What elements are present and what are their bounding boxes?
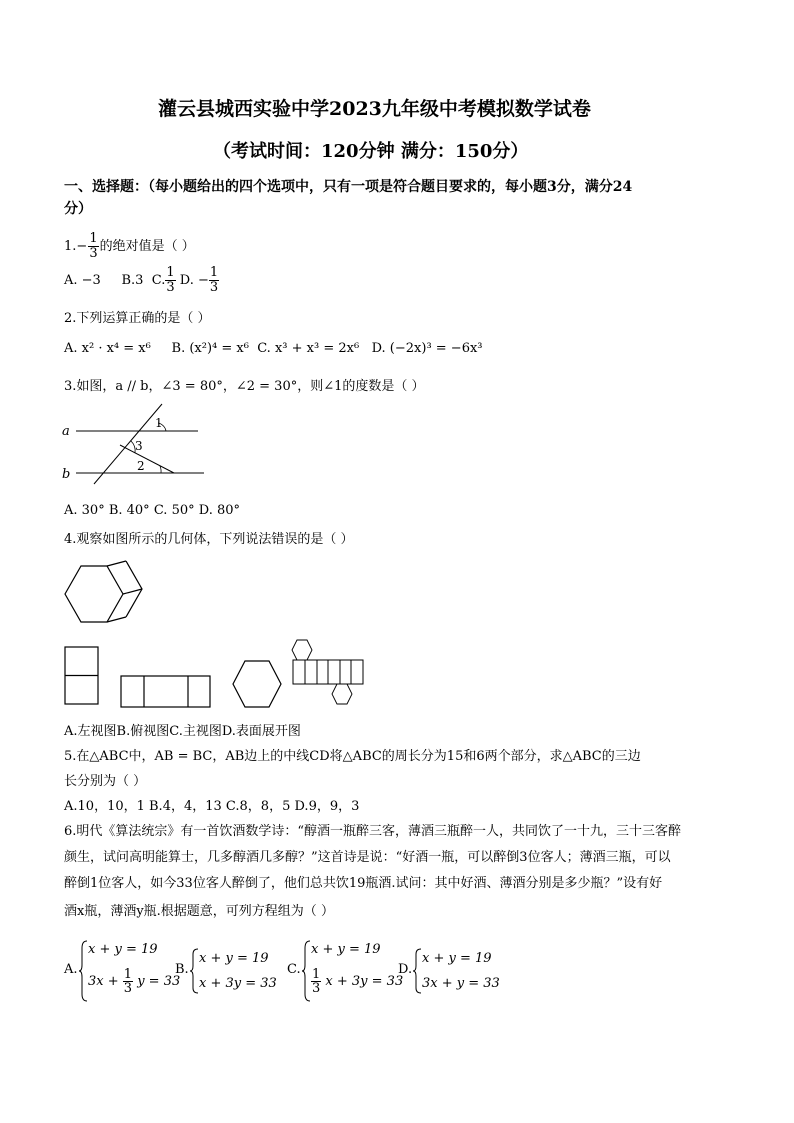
q6-option-a-eq1: x + y = 19 bbox=[88, 942, 158, 957]
q1-minus: − bbox=[76, 239, 88, 254]
question-1 bbox=[64, 232, 195, 261]
q6-option-c-eq2: $\frac{1}{3}$ x + 3y = 33 bbox=[312, 967, 404, 996]
question-3: 3.如图，a // b，∠3 = 80°，∠2 = 30°，则∠1的度数是（ ） bbox=[64, 379, 425, 394]
left-view-figure bbox=[64, 646, 100, 706]
q6-option-b-eq1: x + y = 19 bbox=[199, 951, 269, 966]
q2-option-c: C. x³ + x³ = 2x⁶ bbox=[257, 341, 360, 356]
q2-option-b: B. (x²)⁴ = x⁶ bbox=[171, 341, 249, 356]
label-a: a bbox=[62, 424, 70, 439]
transversal-line bbox=[94, 404, 162, 484]
q3-options: A. 30° B. 40° C. 50° D. 80° bbox=[64, 503, 241, 518]
q1-option-c: C. $\frac{1}{3}$ bbox=[151, 265, 175, 295]
hexagonal-prism-figure bbox=[64, 560, 146, 626]
section-heading-cont: 分） bbox=[64, 201, 92, 217]
question-5-cont: 长分别为（ ） bbox=[64, 774, 147, 789]
label-angle-3: 3 bbox=[135, 439, 143, 453]
q1-options bbox=[64, 266, 219, 295]
q4-options: A.左视图B.俯视图C.主视图D.表面展开图 bbox=[64, 724, 301, 739]
exam-subtitle: （考试时间：120分钟 满分：150分） bbox=[213, 141, 529, 162]
q1-number: 1. bbox=[64, 239, 77, 254]
question-5: 5.在△ABC中，AB = BC，AB边上的中线CD将△ABC的周长分为15和6两个部分，求△ABC的三边 bbox=[64, 749, 641, 764]
q5-options: A.10，10，1 B.4，4，13 C.8，8，5 D.9，9，3 bbox=[64, 799, 360, 814]
q1-option-b: B.3 bbox=[121, 273, 144, 288]
label-angle-2: 2 bbox=[137, 459, 145, 473]
parallel-lines-figure bbox=[62, 404, 212, 484]
q2-option-a: A. x² · x⁴ = x⁶ bbox=[64, 341, 151, 356]
section-heading: 一、选择题：（每小题给出的四个选项中，只有一项是符合题目要求的，每小题3分，满分24 bbox=[64, 179, 633, 195]
question-6-line4: 酒x瓶，薄酒y瓶.根据题意，可列方程组为（ ） bbox=[64, 904, 334, 919]
top-view-figure bbox=[120, 675, 212, 709]
q2-option-d: D. (−2x)³ = −6x³ bbox=[371, 341, 483, 356]
q1-fraction bbox=[88, 232, 98, 261]
question-4: 4.观察如图所示的几何体，下列说法错误的是（ ） bbox=[64, 532, 354, 547]
q1-option-d: D. − $\frac{1}{3}$ bbox=[179, 265, 219, 295]
q6-option-c-eq1: x + y = 19 bbox=[311, 942, 381, 957]
q6-option-d-eq2: 3x + y = 33 bbox=[422, 976, 500, 991]
q6-option-c-label: C. bbox=[287, 962, 301, 977]
q6-option-a-label: A. bbox=[64, 962, 78, 977]
question-2: 2.下列运算正确的是（ ） bbox=[64, 311, 211, 326]
q2-options bbox=[64, 341, 483, 356]
exam-title: 灌云县城西实验中学2023九年级中考模拟数学试卷 bbox=[158, 98, 591, 120]
slant-line bbox=[120, 445, 174, 473]
question-6-line3: 醉倒1位客人，如今33位客人醉倒了，他们总共饮19瓶酒.试问：其中好酒、薄酒分别是多少瓶？”设有好 bbox=[64, 876, 663, 891]
label-b: b bbox=[62, 467, 71, 482]
label-angle-1: 1 bbox=[155, 416, 163, 430]
q1-frac-num: 1 bbox=[89, 231, 98, 246]
surface-net-figure bbox=[292, 638, 366, 706]
q6-option-a-eq2: 3x + $\frac{1}{3}$ y = 33 bbox=[88, 967, 181, 996]
q1-option-a: A. −3 bbox=[64, 273, 101, 288]
question-6-line2: 颜生，试问高明能算士，几多醇酒几多醇？”这首诗是说：“好酒一瓶，可以醉倒3位客人；薄酒三瓶，可以 bbox=[64, 850, 671, 865]
question-6: 6.明代《算法统宗》有一首饮酒数学诗：“醇酒一瓶醉三客，薄酒三瓶醉一人，共同饮了一十九，三十三客醉 bbox=[64, 824, 682, 839]
q6-option-d-brace bbox=[412, 948, 422, 994]
q6-option-b-label: B. bbox=[175, 962, 189, 977]
q6-option-d-eq1: x + y = 19 bbox=[422, 951, 492, 966]
front-view-figure bbox=[232, 660, 284, 708]
q1-frac-den: 3 bbox=[89, 246, 98, 261]
q6-option-b-eq2: x + 3y = 33 bbox=[199, 976, 277, 991]
q6-option-a-brace bbox=[78, 940, 88, 1002]
angle-2-arc bbox=[160, 466, 161, 473]
q6-option-d-label: D. bbox=[398, 962, 413, 977]
q6-option-b-brace bbox=[189, 948, 199, 994]
q6-option-c-brace bbox=[301, 940, 311, 1002]
q1-stem: 的绝对值是（ ） bbox=[99, 239, 195, 254]
